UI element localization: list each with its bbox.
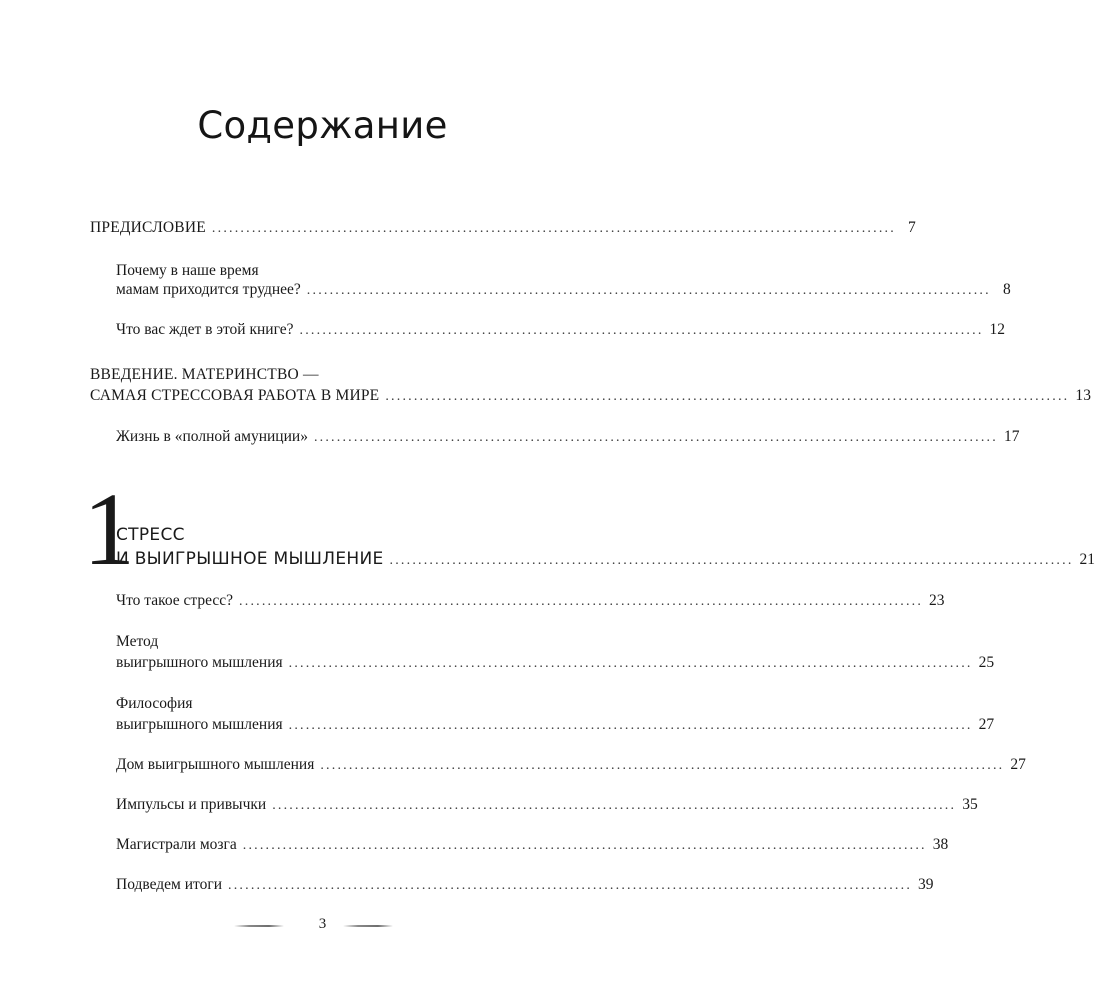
dot-leader: ........................................................................................................................	[239, 594, 924, 609]
toc-entry-impulses[interactable]	[116, 795, 978, 816]
dot-leader: ........................................................................................................................	[211, 221, 896, 236]
dot-leader: ........................................................................................................................	[313, 430, 998, 445]
toc-page-number: 21	[1079, 551, 1095, 568]
toc-entry-label: Жизнь в «полной амуниции»	[116, 428, 308, 445]
toc-entry-highways[interactable]	[116, 835, 949, 856]
dot-leader: ........................................................................................................................	[288, 656, 973, 671]
toc-entry-label: Импульсы и привычки	[116, 796, 267, 813]
chapter-title-line2: И ВЫИГРЫШНОЕ МЫШЛЕНИЕ	[116, 549, 384, 569]
page-title: Содержание	[197, 104, 448, 147]
toc-entry-why-harder[interactable]	[116, 280, 1011, 301]
dot-leader: ........................................................................................................................	[306, 283, 991, 298]
toc-entry-label: выигрышного мышления	[116, 654, 283, 671]
toc-entry-introduction[interactable]	[90, 386, 1092, 407]
toc-entry-label: Что вас ждет в этой книге?	[116, 321, 294, 338]
dot-leader: ........................................................................................................................	[320, 758, 1005, 773]
toc-entry-method[interactable]	[116, 653, 995, 674]
chapter-number: 1	[83, 472, 135, 587]
toc-entry-label-line1: Почему в наше время	[116, 262, 259, 279]
toc-entry-label: Что такое стресс?	[116, 592, 234, 609]
dot-leader: ........................................................................................................................	[385, 389, 1070, 404]
dot-leader: ........................................................................................................................	[288, 718, 973, 733]
toc-page-number: 39	[918, 876, 934, 893]
toc-entry-label: выигрышного мышления	[116, 716, 283, 733]
dot-leader: ........................................................................................................................	[272, 798, 957, 813]
toc-entry-preface[interactable]	[90, 218, 916, 239]
toc-entry-full-gear[interactable]	[116, 427, 1020, 448]
toc-entry-label-line1: ВВЕДЕНИЕ. МАТЕРИНСТВО —	[90, 366, 319, 383]
toc-entry-label: Магистрали мозга	[116, 836, 237, 853]
toc-page-number: 25	[978, 654, 995, 671]
toc-page-number: 8	[1003, 281, 1011, 298]
toc-entry-philosophy[interactable]	[116, 715, 995, 736]
toc-page-number: 12	[989, 321, 1006, 338]
toc-page-number: 35	[962, 796, 978, 813]
chapter-title-line1: СТРЕСС	[116, 525, 185, 545]
toc-entry-what-awaits[interactable]	[116, 320, 1006, 341]
toc-page-number: 27	[1010, 756, 1026, 773]
toc-entry-label-line1: Философия	[116, 695, 193, 712]
dot-leader: ........................................................................................................................	[299, 323, 984, 338]
toc-entry-label: ПРЕДИСЛОВИЕ	[90, 219, 206, 236]
toc-entry-label: Подведем итоги	[116, 876, 223, 893]
dot-leader: ........................................................................................................................	[389, 553, 1074, 568]
dot-leader: ........................................................................................................................	[228, 878, 913, 893]
folio-ornament-right	[343, 925, 393, 927]
toc-entry-summary[interactable]	[116, 875, 934, 896]
toc-page-number: 13	[1075, 387, 1092, 404]
toc-page-number: 27	[978, 716, 995, 733]
toc-entry-what-is-stress[interactable]	[116, 591, 945, 612]
toc-entry-label: мамам приходится труднее?	[116, 281, 301, 298]
toc-page-number: 7	[907, 219, 916, 236]
toc-page-number: 17	[1003, 428, 1020, 445]
toc-entry-chapter-1[interactable]	[116, 549, 1095, 571]
toc-entry-label: Дом выигрышного мышления	[116, 756, 315, 773]
toc-entry-label-line1: Метод	[116, 633, 159, 650]
toc-page-number: 23	[929, 592, 945, 609]
toc-entry-house[interactable]	[116, 755, 1026, 776]
dot-leader: ........................................................................................................................	[242, 838, 927, 853]
toc-entry-label: САМАЯ СТРЕССОВАЯ РАБОТА В МИРЕ	[90, 387, 380, 404]
toc-page-number: 38	[932, 836, 949, 853]
page-number: 3	[318, 916, 327, 932]
